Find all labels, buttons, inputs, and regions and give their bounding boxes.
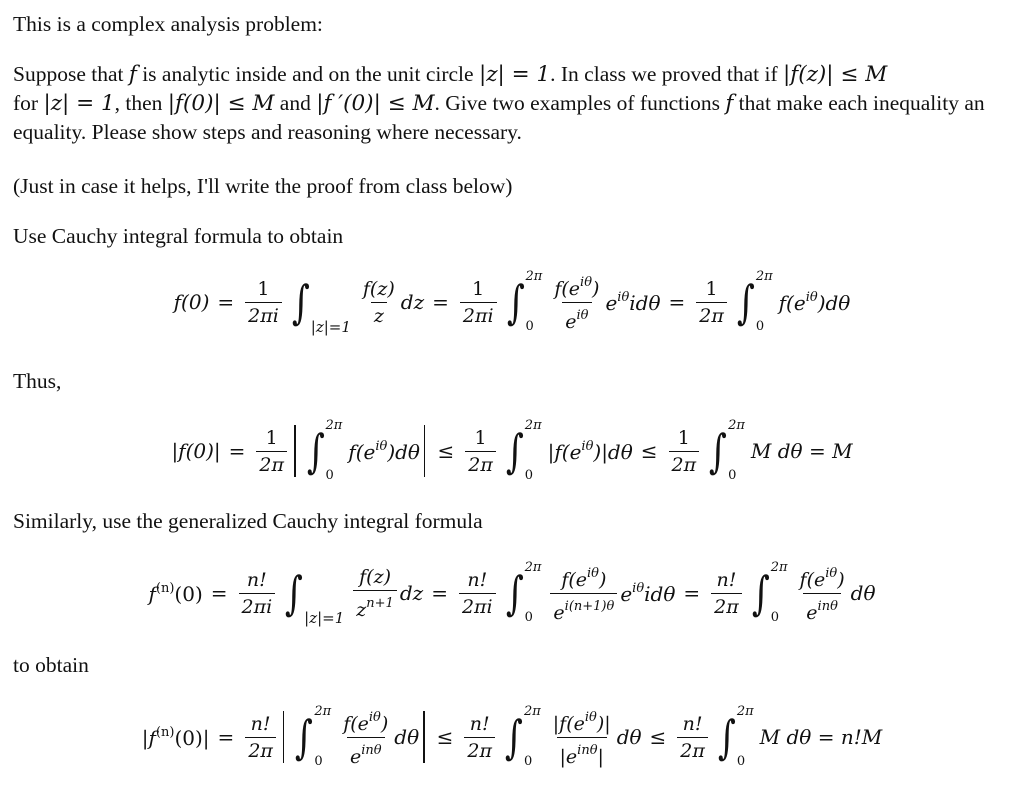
cond-unit-circle-2: |z| = 1 xyxy=(43,91,115,116)
intro-text: This is a complex analysis problem: xyxy=(13,12,323,36)
eq1-lhs: f(0) xyxy=(173,290,210,314)
cond-unit-circle: |z| = 1 xyxy=(478,62,551,87)
cauchy-intro-text: Use Cauchy integral formula to obtain xyxy=(13,224,344,248)
problem-text-h: that make each inequality an equality. Please show steps and reasoning where necessary. xyxy=(13,91,985,144)
problem-text-e: , then xyxy=(114,91,168,115)
equation-bound-fn0: $|f^{(n)}(0)|$ = $\frac{n!}{2\pi}$ ∫ 2π 0 $f(e^{i\theta})$ $e^{in\theta}$ dθ ≤ $\frac{n!}{2\pi}$ ∫ 2π 0 $|f(e^{i\theta})|$ $|e^{in\theta}|$ dθ ≤ $\frac{n!}{2\pi}$ ∫ 2π 0 M dθ = n!M xyxy=(141,704,883,769)
equation-cauchy: f(0) = $\frac{1}{2\pi i}$ ∫ |z|=1 f(z) z dz = $\frac{1}{2\pi i}$ ∫ 2π 0 $f(e^{i\theta})$ $e^{i\theta}$ $e^{i\theta}id\theta$ = $\frac{1}{2\pi}$ ∫ 2π 0 $f(e^{i\theta})d\theta$ xyxy=(173,269,851,336)
problem-text-b: is analytic inside and on the unit circle xyxy=(136,62,479,86)
eq1-frac-2: $\frac{1}{2\pi i}$ xyxy=(460,278,497,327)
eq2-tail: M dθ = M xyxy=(750,439,853,463)
cond-bound: |f(z)| ≤ M xyxy=(783,62,888,87)
eq1-frac-fe: $f(e^{i\theta})$ $e^{i\theta}$ xyxy=(554,274,600,333)
cond-fprime0: |f ′(0)| ≤ M xyxy=(316,91,435,116)
eq4-lhs: $|f^{(n)}(0)|$ xyxy=(141,724,210,750)
eq3-lhs: $f^{(n)}(0)$ xyxy=(148,580,203,606)
eq1-contour-integral: ∫ |z|=1 xyxy=(291,275,351,336)
eq1-frac-fz: f(z) z xyxy=(362,277,395,327)
note-text: (Just in case it helps, I'll write the proof from class below) xyxy=(13,174,513,198)
eq1-frac-3: $\frac{1}{2\pi}$ xyxy=(696,278,727,327)
eq1-frac-1: $\frac{1}{2\pi i}$ xyxy=(245,278,282,327)
equation-generalized-cauchy: $f^{(n)}(0)$ = $\frac{n!}{2\pi i}$ ∫ |z|=1 f(z) $z^{n+1}$ dz = $\frac{n!}{2\pi i}$ ∫ 2π 0 $f(e^{i\theta})$ $e^{i(n+1)\theta}$ $e^{i\theta}id\theta$ = $\frac{n!}{2\pi}$ ∫ 2π 0 $f(e^{i\theta})$ $e^{in\theta}$ dθ xyxy=(148,560,876,627)
problem-text-d: for xyxy=(13,91,44,115)
problem-text-a: Suppose that xyxy=(13,62,129,86)
eq1-integral-3: ∫ 2π 0 xyxy=(736,269,773,334)
thus-text: Thus, xyxy=(13,369,62,393)
problem-text-g: . Give two examples of functions xyxy=(434,91,726,115)
eq2-lhs: |f(0)| xyxy=(171,439,221,463)
problem-f: f xyxy=(128,62,137,87)
to-obtain-text: to obtain xyxy=(13,653,89,677)
problem-statement xyxy=(13,60,1013,147)
problem-f-2: f xyxy=(725,91,734,116)
generalized-cauchy-text: Similarly, use the generalized Cauchy integral formula xyxy=(13,509,483,533)
eq1-integral-2: ∫ 2π 0 xyxy=(506,269,543,334)
problem-text-c: . In class we proved that if xyxy=(550,62,783,86)
problem-text-f: and xyxy=(274,91,317,115)
equation-bound-f0: |f(0)| = $\frac{1}{2\pi}$ ∫ 2π 0 $f(e^{i\theta})d\theta$ ≤ $\frac{1}{2\pi}$ ∫ 2π 0 $|f(e^{i\theta})|d\theta$ ≤ $\frac{1}{2\pi}$ ∫ 2π 0 M dθ = M xyxy=(171,418,853,483)
eq4-tail: M dθ = n!M xyxy=(759,725,883,749)
cond-f0: |f(0)| ≤ M xyxy=(167,91,275,116)
